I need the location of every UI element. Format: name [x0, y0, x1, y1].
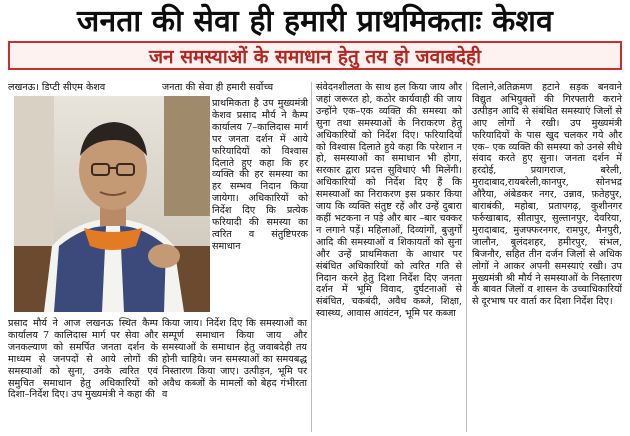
- column-divider: [466, 82, 467, 432]
- column-2-top: [162, 82, 307, 94]
- column-1-bottom-text: प्रसाद मौर्य ने आज लखनऊ स्थित कैम्प कार्यालय 7 कालिदास मार्ग पर सेवा और जनकल्याण को समर्पित जनता दर्शन के माध्यम से जनपदों से आये लोगों की समस्याओं को सुना, उनके त्वरित एवं समुचित समाधान हेतु अधिकारियों को दिशा–निर्देश दिए। उप मुख्यमंत्री ने कहा की: [8, 318, 158, 401]
- deputy-cm-photo: [14, 96, 210, 312]
- column-4: [472, 82, 622, 308]
- headline-text: जनता की सेवा ही हमारी प्राथमिकताः केशव: [77, 3, 553, 39]
- column-2-narrow-text: प्राथमिकता है उप मुख्यमंत्री केशव प्रसाद मौर्य ने कैम्प कार्यालय 7–कालिदास मार्ग पर जनता दर्शन में आये फरियादियों को विश्वास दिलाते हुए कहा कि हर व्यक्ति की हर समस्या का हर सम्भव निदान किया जायेगा। अधिकारियों को निर्देश दिए कि प्रत्येक फरियादी की समस्या का त्वरित व संतुष्टिपरक समाधान: [212, 98, 308, 252]
- column-2-narrow: [212, 98, 308, 253]
- column-4-text: दिलाने,अतिक्रमण हटाने सड़क बनवाने विद्युत अभियुक्तों की गिरफ्तारी कराने उत्पीड़न आदि से संबंधित समस्याएं जिलों से आए लोगों ने रखी। उप मुख्यमंत्री फरियादियों के पास खुद चलकर गये और एक– एक व्यक्ति की समस्या को उनसे सीधे संवाद करते हुए सुना। जनता दर्शन में हरदोई, प्रयागराज, बरेली, मुरादाबाद,रायबरेली,कानपुर, सोनभद्र औरैया, अंबेडकर नगर, उन्नाव, फ़तेहपुर, बाराबंकी, महोबा, प्रतापगढ़, कुशीनगर फर्रुखाबाद, सीतापुर, सुल्तानपुर, देवरिया, मुरादाबाद, मुजफ्फरनगर, रामपुर, मैनपुरी, जालौन, बुलंदशहर, हमीरपुर, संभल, बिजनौर, सहित तीन दर्जन जिलों से अधिक लोगों ने आकर अपनी समस्याएं रखी। उप मुख्यमंत्री श्री मौर्य ने समस्याओं के निस्तारण के बावत जिलों व शासन के उच्चाधिकारियों से दूरभाष पर वार्ता कर दिशा निर्देश दिए।: [472, 82, 622, 308]
- subheadline-text: जन समस्याओं के समाधान हेतु तय हो जवाबदेही: [148, 45, 482, 68]
- column-2-top-text: जनता की सेवा ही हमारी सर्वोच्च: [162, 82, 274, 93]
- column-3: [316, 82, 462, 320]
- column-1-bottom: [8, 318, 158, 401]
- subheadline-box: [8, 41, 622, 70]
- headline: [0, 0, 630, 38]
- column-1-top-text: लखनऊ। डिप्टी सीएम केशव: [8, 82, 106, 93]
- column-divider: [311, 82, 312, 432]
- column-2-bottom-text: किया जाय। निर्देश दिए कि समस्याओं का सम्पूर्ण समाधान किया जाय और समस्याओं के समाधान हेतु जवाबदेही तय होनी चाहिये। जन समस्याओं का समयबद्ध निस्तारण किया जाए। उत्पीड़न, भूमि पर अवैध कब्जों के मामलों को बेहद गंभीरता व: [162, 318, 307, 401]
- column-3-text: संवेदनशीलता के साथ हल किया जाय और जहां जरूरत हो, कठोर कार्यवाही की जाय उन्होंने एक–एक व्यक्ति की समस्या को सुना तथा समस्याओं के निराकरण हेतु अधिकारियों को निर्देश दिए। फरियादियों को विश्वास दिलाते हुये कहा कि परेशान न हो, समस्याओं का समाधान भी होगा, सरकार द्वारा प्रदत्त सुविधाएं भी मिलेंगी। अधिकारियों को निर्देश दिए हैं कि समस्याओं का निराकरण इस प्रकार किया जाय कि व्यक्ति संतुष्ट रहें और उन्हें दुबारा कहीं भटकना न पड़े और बार –बार चक्कर न लगाने पड़ें। महिलाओं, दिव्यांगों, बुजुर्गों आदि की समस्याओं व शिकायतों को सुना और उन्हें प्राथमिकता के आधार पर संबंधित अधिकारियों को त्वरित गति से निदान करने हेतु दिशा निर्देश दिए जनता दर्शन में भूमि विवाद, दुर्घटनाओं से संबंधित, चकबंदी, अवैध कब्जे, शिक्षा, स्वास्थ्य, आवास आवंटन, भूमि पर कब्जा: [316, 82, 462, 320]
- column-1-top: [8, 82, 158, 94]
- column-2-bottom: [162, 318, 307, 401]
